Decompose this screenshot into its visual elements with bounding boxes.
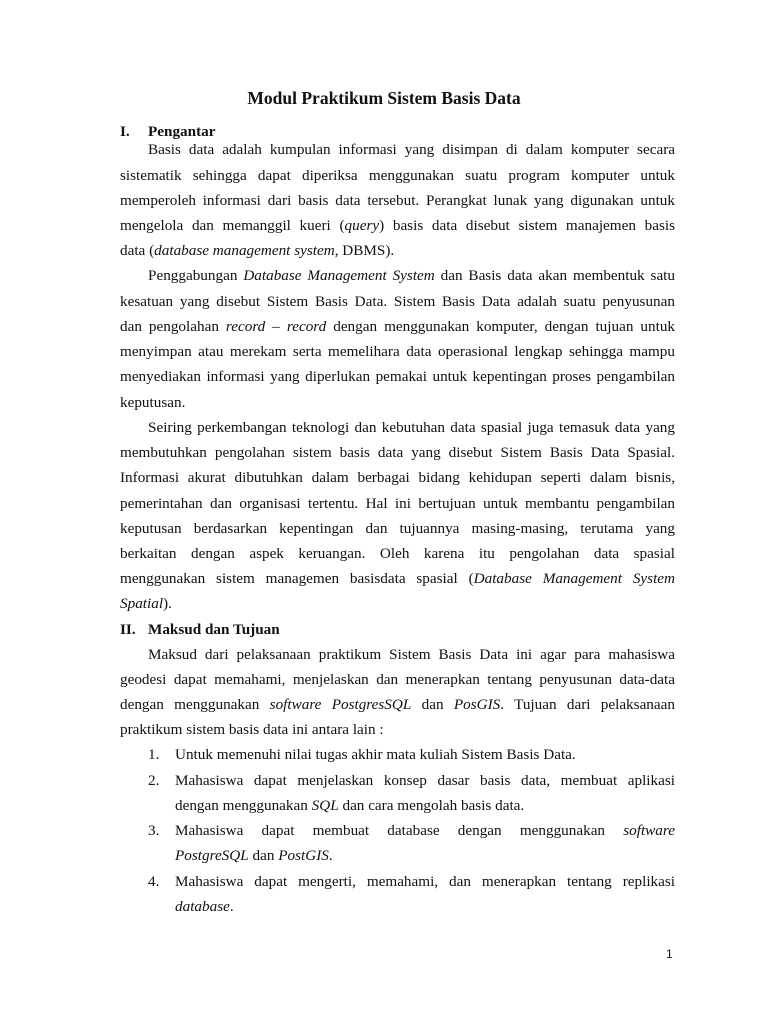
text-span: Mahasiswa dapat membuat database dengan menggunakan: [175, 822, 624, 839]
italic-term: Spatial: [120, 595, 164, 612]
section-number: II.: [120, 621, 136, 638]
paragraph-line: menyediakan informasi yang diperlukan pemakai untuk kepentingan proses pengambilan: [120, 368, 675, 385]
text-span: dengan menggunakan komputer, dengan tujuan untuk: [326, 318, 676, 335]
section-title: Maksud dan Tujuan: [148, 621, 280, 638]
italic-term: software PostgresSQL: [269, 696, 412, 713]
list-item: [175, 821, 675, 841]
paragraph-line: Seiring perkembangan teknologi dan kebutuhan data spasial juga temasuk data yang: [148, 419, 675, 436]
text-span: dengan menggunakan: [175, 797, 312, 814]
text-span: dan pengolahan: [120, 318, 226, 335]
text-span: dan: [248, 847, 279, 864]
list-number: 1.: [148, 746, 160, 763]
list-item: Mahasiswa dapat mengerti, memahami, dan menerapkan tentang replikasi: [175, 873, 675, 890]
text-span: ).: [163, 595, 172, 612]
text-span: dan Basis data akan membentuk satu: [434, 267, 675, 284]
paragraph-line: pemerintahan dan organisasi tertentu. Hal ini bertujuan untuk membantu pengambilan: [120, 495, 675, 512]
section-title: Pengantar: [148, 123, 216, 140]
text-span: mengelola dan memanggil kueri (: [120, 217, 345, 234]
text-span: dan cara mengolah basis data.: [338, 797, 525, 814]
section-heading-pengantar: [120, 122, 216, 142]
italic-term: PosGIS: [453, 696, 501, 713]
italic-term: record: [286, 318, 327, 335]
italic-term: PostgreSQL: [175, 847, 249, 864]
paragraph-line: geodesi dapat memahami, menjelaskan dan menerapkan tentang penyusunan data-data: [120, 671, 675, 688]
paragraph-line: Basis data adalah kumpulan informasi yang disimpan di dalam komputer secara: [148, 141, 675, 158]
list-item: Untuk memenuhi nilai tugas akhir mata kuliah Sistem Basis Data.: [175, 746, 576, 763]
paragraph-line: [120, 695, 675, 715]
italic-term: database: [175, 898, 230, 915]
paragraph-line: berkaitan dengan aspek keruangan. Oleh karena itu pengolahan data spasial: [120, 545, 675, 562]
paragraph-line: [148, 266, 675, 286]
text-span: –: [265, 318, 287, 335]
italic-term: SQL: [311, 797, 339, 814]
paragraph-line: keputusan.: [120, 394, 186, 411]
section-heading-maksud: [120, 620, 280, 640]
paragraph-line: sistematik sehingga dapat diperiksa menggunakan suatu program komputer untuk: [120, 167, 675, 184]
italic-term: database management system: [154, 242, 335, 259]
page-number: 1: [666, 947, 673, 961]
paragraph-line: Informasi akurat dibutuhkan dalam berbagai bidang kehidupan seperti dalam bisnis,: [120, 469, 675, 486]
list-number: 2.: [148, 772, 160, 789]
paragraph-line: [120, 241, 675, 261]
text-span: . Tujuan dari pelaksanaan: [500, 696, 675, 713]
paragraph-line: kesatuan yang disebut Sistem Basis Data. Sistem Basis Data adalah suatu penyusunan: [120, 293, 675, 310]
list-item: [175, 897, 675, 917]
paragraph-line: keputusan berdasarkan kepentingan dan tujuannya masing-masing, terutama yang: [120, 520, 675, 537]
paragraph-line: [120, 216, 675, 236]
text-span: ) basis data disebut sistem manajemen basis: [379, 217, 675, 234]
paragraph-line: memperoleh informasi dari basis data tersebut. Perangkat lunak yang digunakan untuk: [120, 192, 675, 209]
list-number: 4.: [148, 873, 160, 890]
text-span: data (: [120, 242, 155, 259]
text-span: menggunakan sistem managemen basisdata spasial (: [120, 570, 474, 587]
text-span: Penggabungan: [148, 267, 244, 284]
italic-term: PostGIS: [278, 847, 329, 864]
paragraph-line: Maksud dari pelaksanaan praktikum Sistem Basis Data ini agar para mahasiswa: [148, 646, 675, 663]
italic-term: Database Management System: [473, 570, 675, 587]
paragraph-line: menyimpan atau merekam serta memelihara data operasional lengkap sehingga mampu: [120, 343, 675, 360]
text-span: .: [328, 847, 333, 864]
paragraph-line: [120, 317, 675, 337]
list-item: Mahasiswa dapat menjelaskan konsep dasar basis data, membuat aplikasi: [175, 772, 675, 789]
paragraph-line: praktikum sistem basis data ini antara lain :: [120, 721, 384, 738]
text-span: , DBMS).: [334, 242, 395, 259]
list-item: [175, 796, 675, 816]
section-number: I.: [120, 123, 130, 140]
italic-term: record: [225, 318, 266, 335]
paragraph-line: [120, 569, 675, 589]
italic-term: Database Management System: [243, 267, 435, 284]
text-span: dengan menggunakan: [120, 696, 270, 713]
italic-term: query: [344, 217, 380, 234]
text-span: .: [229, 898, 234, 915]
paragraph-line: membutuhkan pengolahan sistem basis data yang disebut Sistem Basis Data Spasial.: [120, 444, 675, 461]
text-span: dan: [411, 696, 454, 713]
list-item: [175, 846, 675, 866]
list-number: 3.: [148, 822, 160, 839]
italic-term: software: [623, 822, 675, 839]
paragraph-line: [120, 594, 675, 614]
document-title: Modul Praktikum Sistem Basis Data: [247, 88, 521, 108]
